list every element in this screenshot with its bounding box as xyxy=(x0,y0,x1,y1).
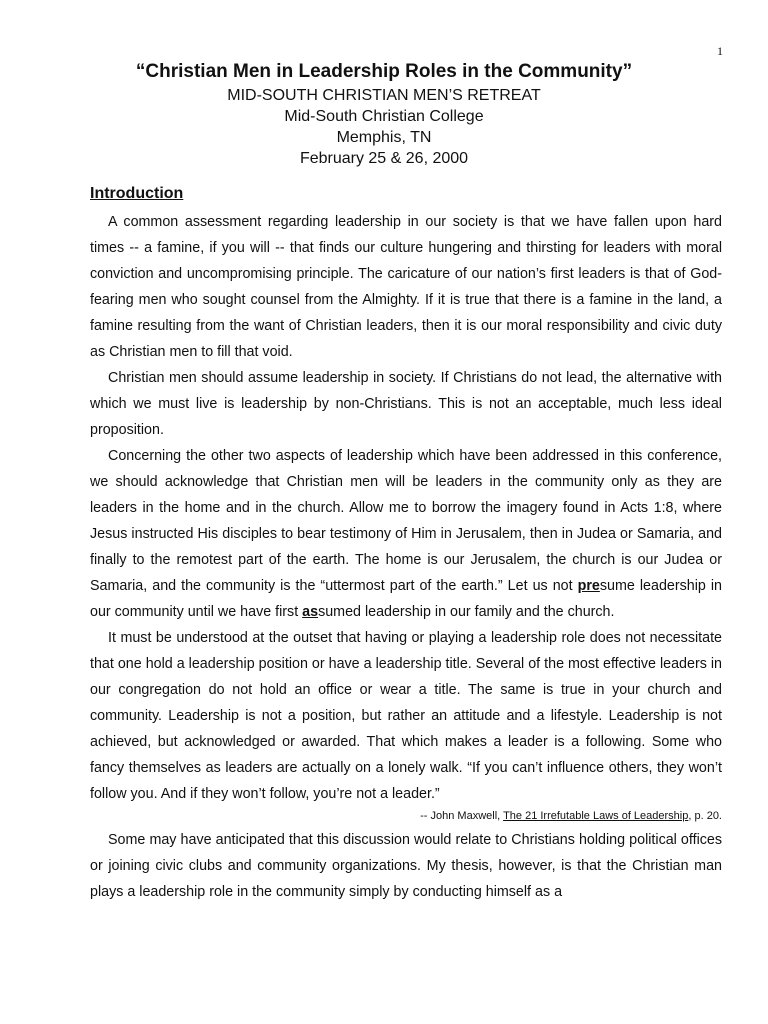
attribution-suffix: , p. 20. xyxy=(688,810,722,822)
page-number: 1 xyxy=(717,44,723,58)
event-date: February 25 & 26, 2000 xyxy=(299,150,469,167)
event-name: MID-SOUTH CHRISTIAN MEN’S RETREAT xyxy=(227,87,541,104)
venue-name: Mid-South Christian College xyxy=(284,108,484,125)
paragraph-3-text-c: sumed leadership in our family and the church. xyxy=(318,604,615,620)
paragraph-4: It must be understood at the outset that having or playing a leadership role does not necessitate that one hold a leadership position or have a leadership title. Several of the most effective leaders in our congregation do not hold an office or wear a title. The same is true in your church and community. Leadership is not a position, but rather an attitude and a lifestyle. Leadership is not achieved, but acknowledged or awarded. That which makes a leader is a following. Some who fancy themselves as leaders are actually on a lonely walk. “If you can’t influence others, they won’t follow you. And if they won’t follow, you’re not a leader.” xyxy=(90,630,722,802)
emphasis-as: as xyxy=(302,604,319,620)
document-title: “Christian Men in Leadership Roles in the Community” xyxy=(135,61,633,82)
paragraph-3-text-b: sume leadership in our community until we have first xyxy=(90,578,722,620)
paragraph-3 xyxy=(90,443,722,625)
section-heading-introduction: Introduction xyxy=(90,185,184,202)
paragraph-5: Some may have anticipated that this discussion would relate to Christians holding political offices or joining civic clubs and community organizations. My thesis, however, is that the Christian man plays a leadership role in the community simply by conducting himself as a xyxy=(90,832,722,900)
document-body xyxy=(90,181,722,905)
book-title: The 21 Irrefutable Laws of Leadership xyxy=(503,810,689,822)
event-city: Memphis, TN xyxy=(336,129,432,146)
quote-attribution xyxy=(90,807,722,825)
paragraph-3-text-a: Concerning the other two aspects of leadership which have been addressed in this conference, we should acknowledge that Christian men will be leaders in the community only as they are leaders in the home and in the church. Allow me to borrow the imagery found in Acts 1:8, where Jesus instructed His disciples to bear testimony of Him in Jerusalem, then in Judea or Samaria, and finally to the remotest part of the earth. The home is our Jerusalem, the church is our Judea or Samaria, and the community is the “uttermost part of the earth.” Let us not xyxy=(90,448,722,594)
attribution-prefix: -- John Maxwell, xyxy=(420,810,504,822)
paragraph-2: Christian men should assume leadership in society. If Christians do not lead, the alternative with which we must live is leadership by non-Christians. This is not an acceptable, much less ideal proposition. xyxy=(90,370,722,438)
paragraph-1: A common assessment regarding leadership in our society is that we have fallen upon hard times -- a famine, if you will -- that finds our culture hungering and thirsting for leaders with moral conviction and uncompromising principle. The caricature of our nation’s first leaders is that of God-fearing men who sought counsel from the Almighty. If it is true that there is a famine in the land, a famine resulting from the want of Christian leaders, then it is our moral responsibility and civic duty as Christian men to fill that void. xyxy=(90,214,722,360)
document-header xyxy=(0,59,768,169)
emphasis-pre: pre xyxy=(577,578,600,594)
